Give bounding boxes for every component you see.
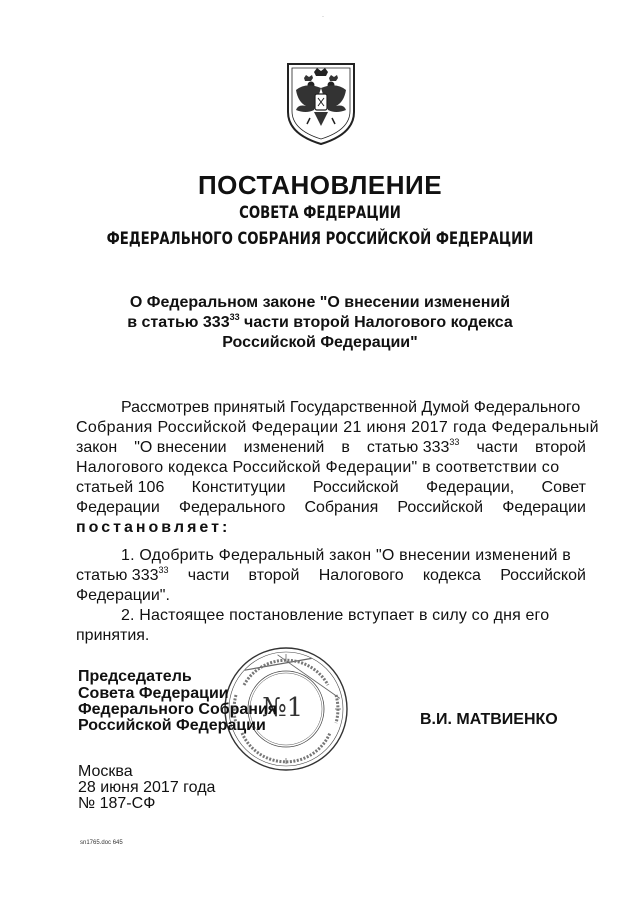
p1l3-w5: [367, 438, 460, 458]
p1l3-article: 333: [422, 439, 450, 456]
para2-line2: [76, 566, 586, 586]
issue-date: 28 июня 2017 года: [78, 779, 216, 796]
p2l2-article-sup: 33: [158, 565, 169, 575]
signer-role-line4: Российской Федерации: [78, 717, 266, 734]
p1l5-w1: статьей 106: [76, 479, 165, 496]
para1-line2: Собрания Российской Федерации 21 июня 2017 года Федеральный: [76, 419, 599, 436]
seal-number: №1: [262, 693, 304, 723]
p2l2-article: [76, 566, 169, 586]
p1l3-w7: второй: [535, 439, 586, 456]
p1l5-w5: Совет: [541, 479, 586, 496]
resolves-keyword: постановляет:: [76, 519, 231, 536]
coat-of-arms-emblem: [284, 60, 358, 146]
p2l2-w4: кодекса: [422, 567, 481, 584]
p2l2-w5: Российской: [500, 567, 586, 584]
p1l3-w5-text: статью: [366, 439, 419, 456]
document-subtitle-assembly: ФЕДЕРАЛЬНОГО СОБРАНИЯ РОССИЙСКОЙ ФЕДЕРАЦИИ: [106, 229, 534, 249]
document-number: № 187-СФ: [78, 795, 156, 812]
p1l6-w4: Российской: [397, 499, 484, 516]
p1l3-w1: закон: [76, 439, 118, 456]
document-title: ПОСТАНОВЛЕНИЕ: [197, 170, 443, 200]
subject-article-sup: 33: [229, 312, 240, 322]
para1-line3: [76, 438, 586, 458]
signer-name: В.И. МАТВИЕНКО: [420, 711, 558, 728]
scan-mark: ·: [322, 14, 324, 20]
para2-line3: Федерации".: [76, 587, 170, 604]
p2l2-w3: Налогового: [318, 567, 404, 584]
p1l3-w6: части: [476, 439, 518, 456]
file-reference: sn1765.doc 645: [80, 840, 123, 846]
p1l6-w3: Собрания: [304, 499, 379, 516]
p1l6-w5: Федерации: [502, 499, 586, 516]
para2-line1: 1. Одобрить Федеральный закон "О внесении изменений в: [121, 547, 571, 564]
p1l3-w2: "О внесении: [134, 439, 227, 456]
para1-line1: Рассмотрев принятый Государственной Думой Федерального: [121, 399, 581, 416]
p2l2-w1: части: [187, 567, 230, 584]
signer-role-line3: Федерального Собрания: [78, 701, 278, 718]
p1l3-w4: в: [341, 439, 350, 456]
p2l2-w2: второй: [248, 567, 300, 584]
para1-line5: [76, 478, 586, 498]
subject-line-3: Российской Федерации": [222, 334, 418, 351]
p1l5-w2: Конституции: [191, 479, 286, 496]
subject-article: в статью 333: [127, 314, 230, 331]
para3-line2: принятия.: [76, 627, 150, 644]
p1l6-w2: Федерального: [178, 499, 286, 516]
subject-line-2: [0, 313, 640, 333]
para3-line1: 2. Настоящее постановление вступает в силу со дня его: [121, 607, 550, 624]
para1-line4: Налогового кодекса Российской Федерации" в соответствии со: [76, 459, 560, 476]
issue-city: Москва: [78, 763, 133, 780]
p1l5-w4: Федерации,: [425, 479, 515, 496]
document-subtitle-council: СОВЕТА ФЕДЕРАЦИИ: [239, 203, 401, 223]
subject-line-1: О Федеральном законе "О внесении изменений: [129, 294, 511, 311]
subject-line-2-rest: части второй Налогового кодекса: [239, 314, 513, 331]
signer-role-line2: Совета Федерации: [78, 685, 229, 702]
p1l5-w3: Российской: [312, 479, 399, 496]
para1-line6: [76, 498, 586, 518]
signer-role-line1: Председатель: [78, 668, 192, 685]
p2l2-article-text: статью 333: [76, 567, 159, 584]
p1l6-w1: Федерации: [76, 499, 160, 516]
p1l3-w3: изменений: [243, 439, 325, 456]
p1l3-article-sup: 33: [449, 437, 460, 447]
